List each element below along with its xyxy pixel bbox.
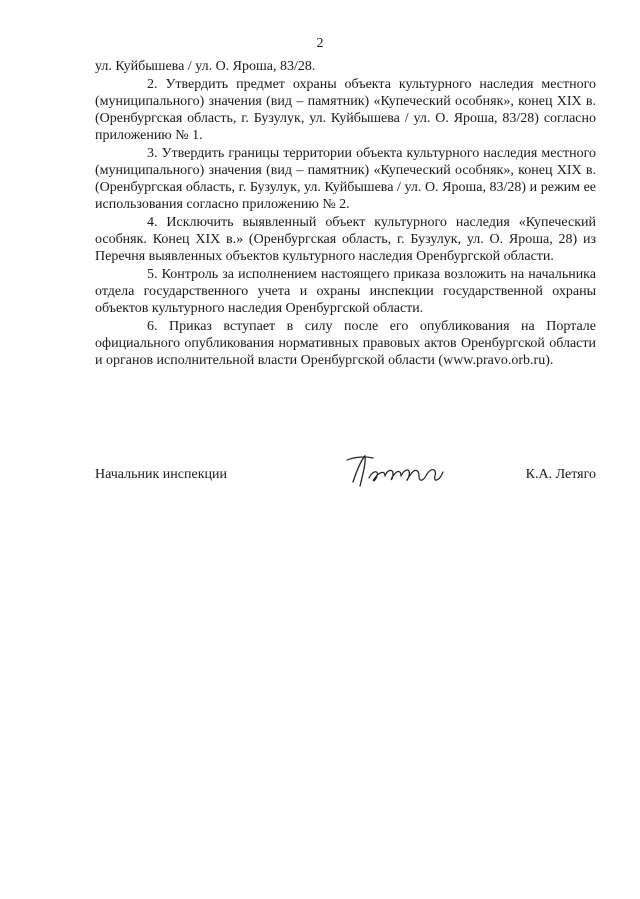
signatory-name: К.А. Летяго <box>525 467 596 482</box>
paragraph-continuation: ул. Куйбышева / ул. О. Яроша, 83/28. <box>95 59 316 74</box>
document-body <box>95 58 596 370</box>
signature-block <box>95 452 596 492</box>
page-number: 2 <box>316 36 324 51</box>
paragraph-item-6: 6. Приказ вступает в силу после его опубликования на Портале официального опубликования нормативных правовых актов Оренбургской области и органов исполнительной власти Оренбургской области (www.pravo.orb.ru). <box>95 319 596 368</box>
paragraph-item-5: 5. Контроль за исполнением настоящего приказа возложить на начальника отдела государственного учета и охраны инспекции государственной охраны объектов культурного наследия Оренбургской области. <box>95 267 596 316</box>
paragraph-item-4: 4. Исключить выявленный объект культурного наследия «Купеческий особняк. Конец XIX в.» (Оренбургская область, г. Бузулук, ул. О. Яроша, 28) из Перечня выявленных объектов культурного наследия Оренбургской области. <box>95 215 596 264</box>
handwritten-signature <box>343 452 455 492</box>
signatory-title: Начальник инспекции <box>95 467 227 482</box>
paragraph-item-3: 3. Утвердить границы территории объекта культурного наследия местного (муниципального) значения (вид – памятник) «Купеческий особняк», конец XIX в. (Оренбургская область, г. Бузулук, ул. Куйбышева / ул. О. Яроша, 83/28) и режим ее использования согласно приложению № 2. <box>95 146 596 212</box>
paragraph-item-2: 2. Утвердить предмет охраны объекта культурного наследия местного (муниципального) значения (вид – памятник) «Купеческий особняк», конец XIX в. (Оренбургская область, г. Бузулук, ул. Куйбышева / ул. О. Яроша, 83/28) согласно приложению № 1. <box>95 77 596 143</box>
